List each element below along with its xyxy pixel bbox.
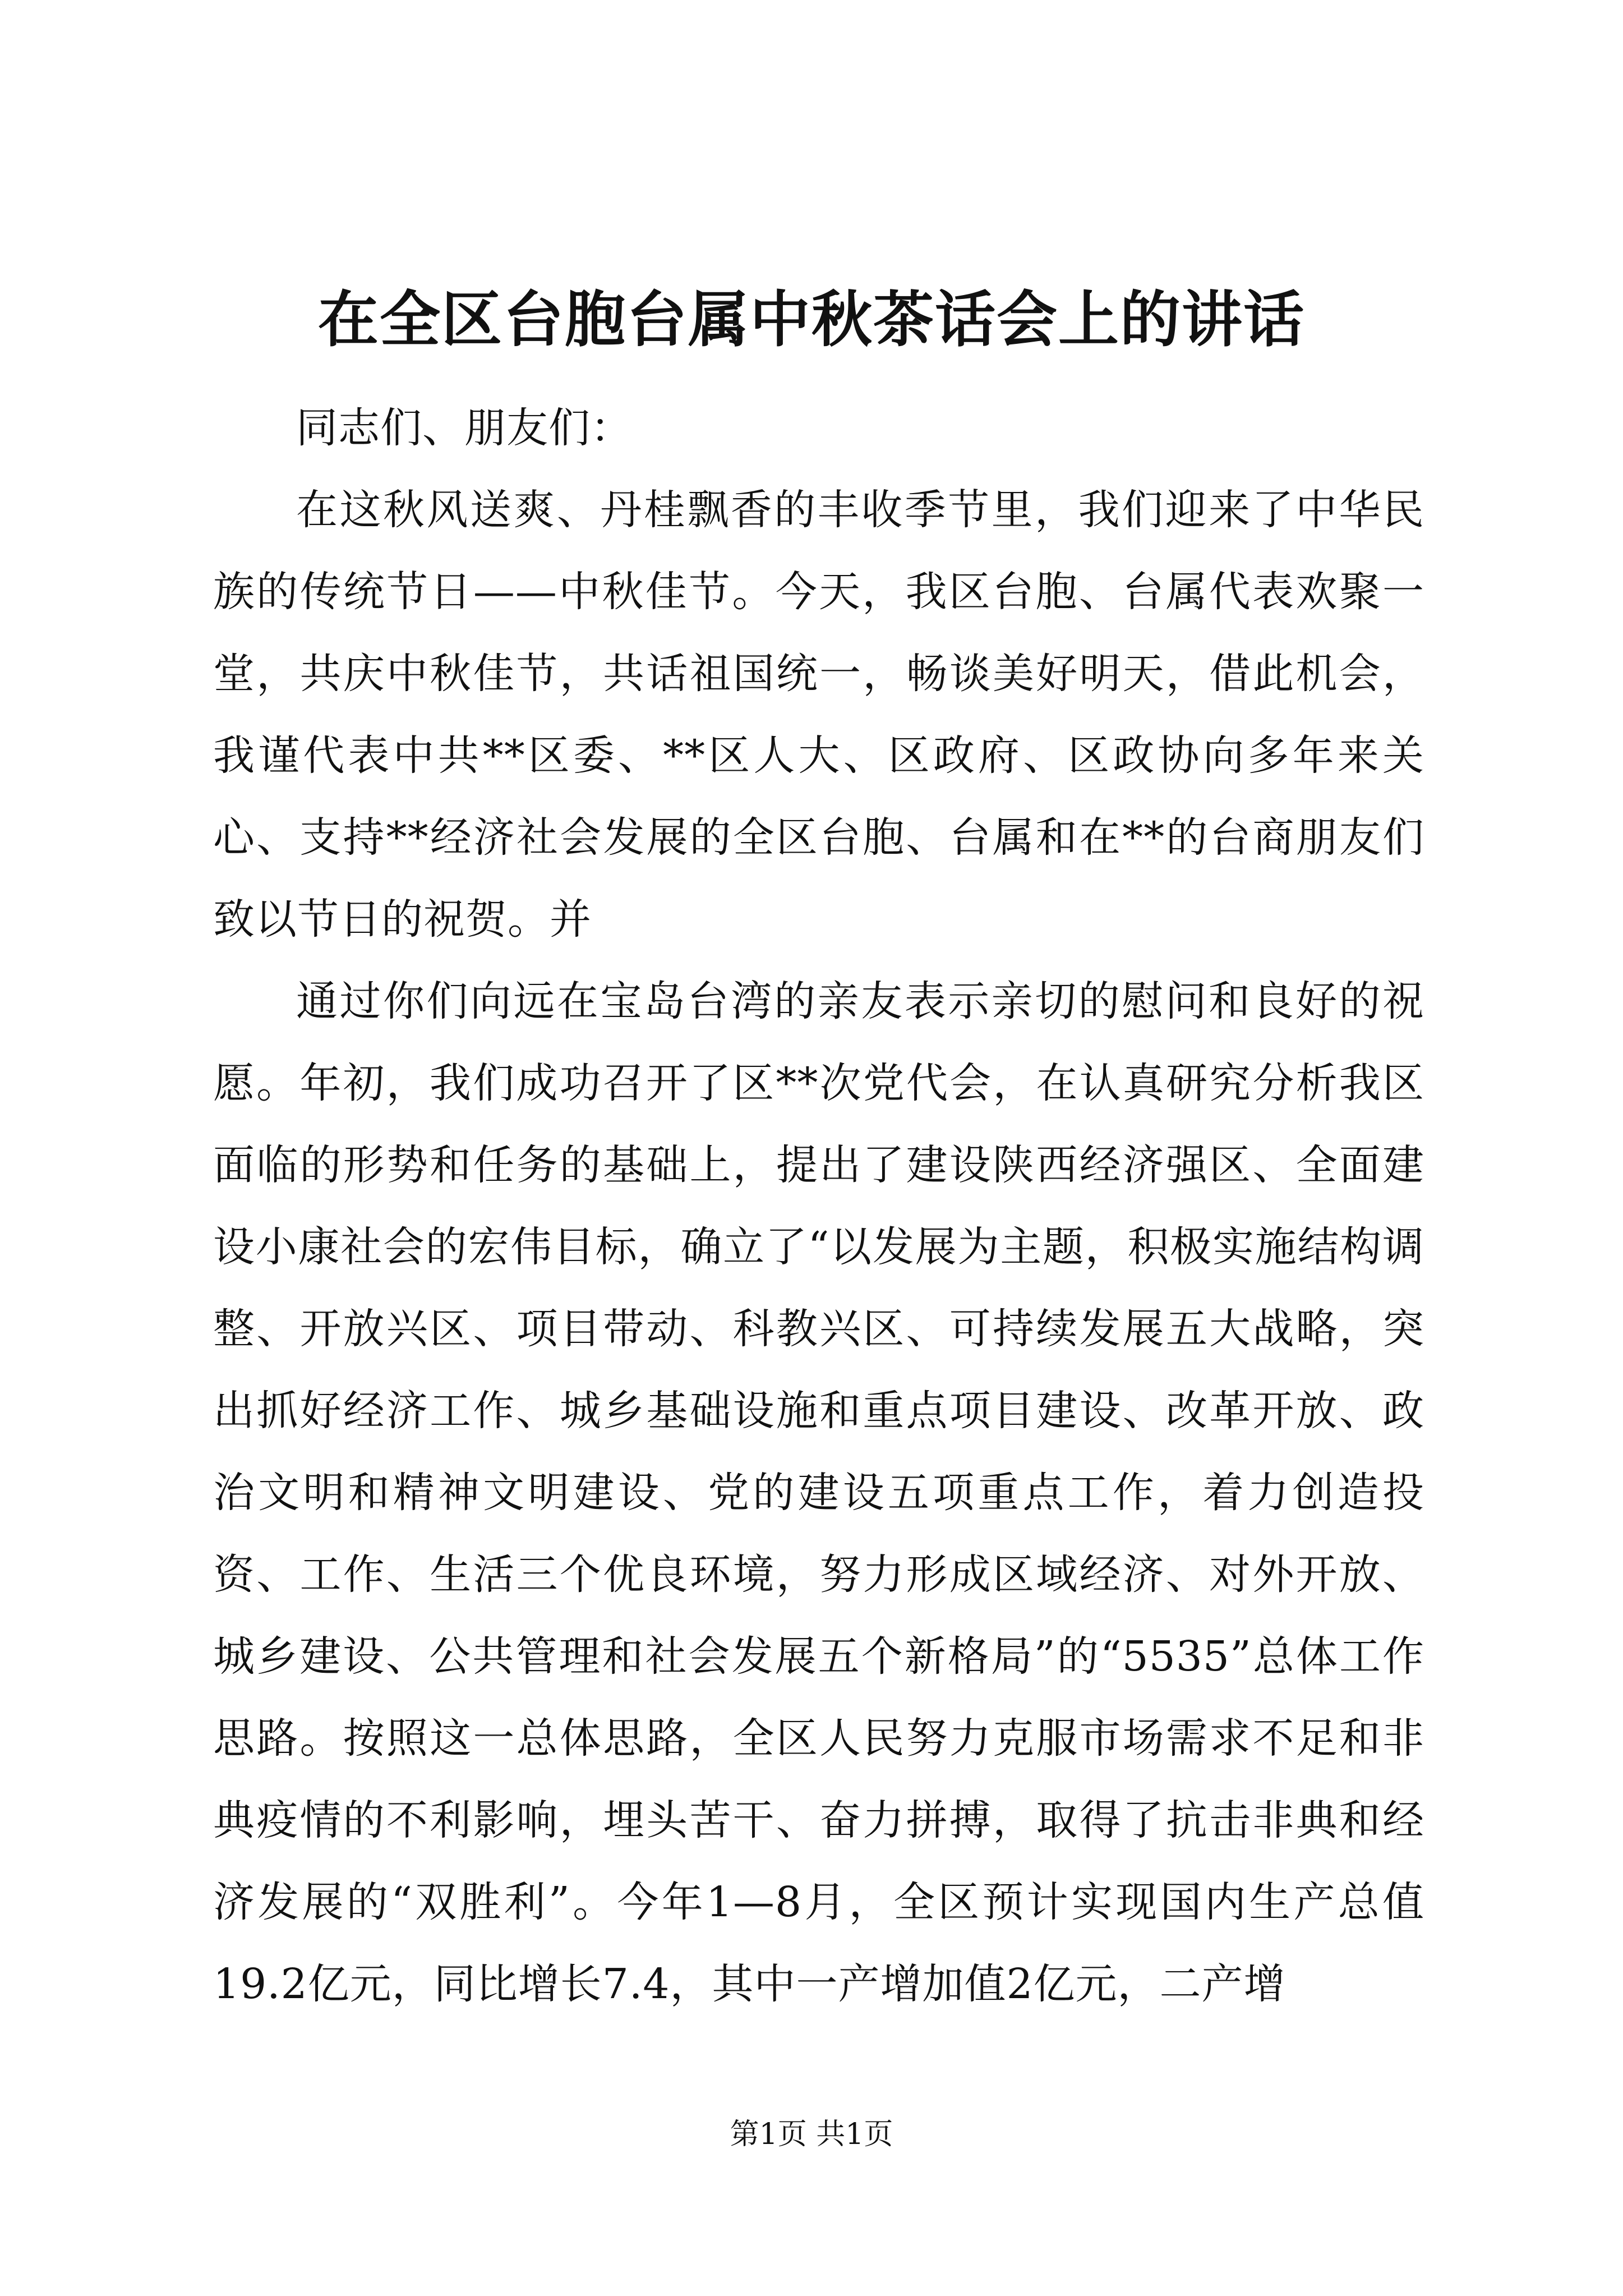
- salutation-paragraph: 同志们、朋友们：: [296, 404, 633, 452]
- body-paragraph: 通过你们向远在宝岛台湾的亲友表示亲切的慰问和良好的祝愿。年初，我们成功召开了区**次党代会，在认真研究分析我区面临的形势和任务的基础上，提出了建设陕西经济强区、全面建设小康社会的宏伟目标，确立了“以发展为主题，积极实施结构调整、开放兴区、项目带动、科教兴区、可持续发展五大战略，突出抓好经济工作、城乡基础设施和重点项目建设、改革开放、政治文明和精神文明建设、党的建设五项重点工作，着力创造投资、工作、生活三个优良环境，努力形成区域经济、对外开放、城乡建设、公共管理和社会发展五个新格局”的“5535”总体工作思路。按照这一总体思路，全区人民努力克服市场需求不足和非典疫情的不利影响，埋头苦干、奋力拼搏，取得了抗击非典和经济发展的“双胜利”。今年1—8月，全区预计实现国内生产总值19.2亿元，同比增长7.4，其中一产增加值2亿元，二产增: [213, 977, 1424, 2008]
- body-paragraph: 在这秋风送爽、丹桂飘香的丰收季节里，我们迎来了中华民族的传统节日——中秋佳节。今天，我区台胞、台属代表欢聚一堂，共庆中秋佳节，共话祖国统一，畅谈美好明天，借此机会，我谨代表中共**区委、**区人大、区政府、区政协向多年来关心、支持**经济社会发展的全区台胞、台属和在**的台商朋友们致以节日的祝贺。并: [213, 486, 1424, 944]
- document-body: [213, 387, 1424, 2025]
- document-title: 在全区台胞台属中秋茶话会上的讲话: [317, 284, 1305, 355]
- page-footer: 第1页 共1页: [730, 2118, 893, 2151]
